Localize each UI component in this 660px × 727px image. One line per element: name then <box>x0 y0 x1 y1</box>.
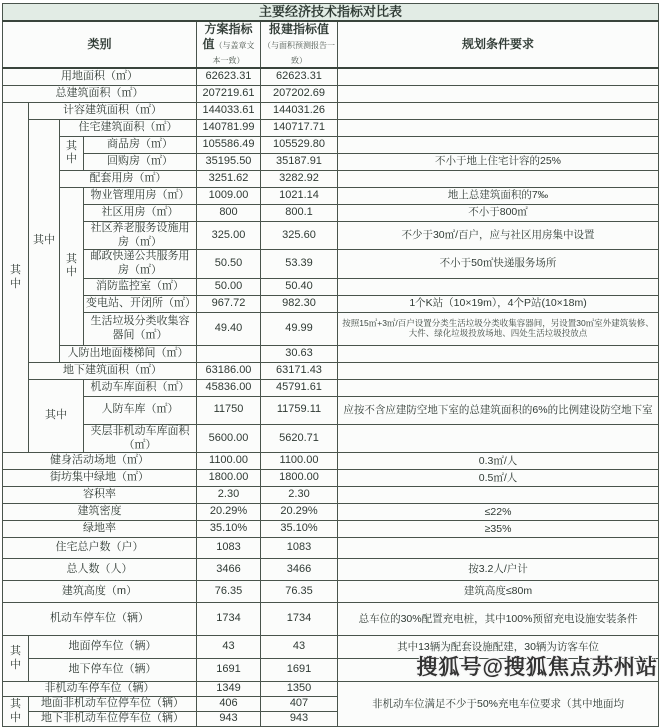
requirement-text: 不小于50㎡快递服务场所 <box>338 250 659 279</box>
table-row <box>3 204 659 221</box>
row-label: 健身活动场地（㎡） <box>3 453 197 470</box>
requirement-text: ≥35% <box>338 521 659 538</box>
table-title: 主要经济技术指标对比表 <box>3 4 659 22</box>
submit-value: 943 <box>261 712 338 727</box>
table-row <box>3 487 659 504</box>
plan-value: 45836.00 <box>197 379 261 396</box>
table-row <box>3 119 659 136</box>
row-label: 非机动车停车位（辆） <box>3 682 197 697</box>
row-label: 地面非机动车位停车位（辆） <box>29 697 197 712</box>
submit-value: 3282.92 <box>261 170 338 187</box>
group-label-b: 其中 <box>29 119 60 362</box>
submit-value: 105529.80 <box>261 136 338 153</box>
requirement-text: 按3.2人/户计 <box>338 559 659 581</box>
submit-value: 1021.14 <box>261 187 338 204</box>
indicator-table <box>2 3 659 727</box>
submit-value: 63171.43 <box>261 362 338 379</box>
submit-value: 76.35 <box>261 581 338 603</box>
row-label: 总建筑面积（㎡） <box>3 85 197 102</box>
group-label-a2: 其中 <box>3 636 29 682</box>
table-row <box>3 559 659 581</box>
plan-value: 62623.31 <box>197 68 261 85</box>
requirement-text: 其中13辆为配套设施配建，30辆为访客车位 <box>338 636 659 659</box>
row-label: 计容建筑面积（㎡） <box>29 102 197 119</box>
plan-value: 140781.99 <box>197 119 261 136</box>
plan-value: 967.72 <box>197 295 261 312</box>
group-label-b2: 其中 <box>29 379 84 453</box>
row-label: 物业管理用房（㎡） <box>84 187 197 204</box>
row-label: 住宅总户数（户） <box>3 538 197 559</box>
row-label: 绿地率 <box>3 521 197 538</box>
header-row <box>3 21 659 68</box>
row-label: 住宅建筑面积（㎡） <box>60 119 197 136</box>
row-label: 商品房（㎡） <box>84 136 197 153</box>
plan-value: 43 <box>197 636 261 659</box>
requirement-text: ≤22% <box>338 504 659 521</box>
table-row <box>3 379 659 396</box>
requirement-text: 不小于地上住宅计容的25% <box>338 153 659 170</box>
requirement-text: 1个K站（10×19m），4个P站(10×18m) <box>338 295 659 312</box>
requirement-text <box>338 487 659 504</box>
submit-value: 1100.00 <box>261 453 338 470</box>
plan-value: 50.00 <box>197 278 261 295</box>
submit-value: 1350 <box>261 682 338 697</box>
requirement-text: 非机动车位满足不少于50%充电车位要求（其中地面均 <box>338 682 659 727</box>
plan-value: 2.30 <box>197 487 261 504</box>
submit-value: 1691 <box>261 659 338 682</box>
plan-value: 63186.00 <box>197 362 261 379</box>
table-row <box>3 470 659 487</box>
row-label: 配套用房（㎡） <box>60 170 197 187</box>
row-label: 机动车停车位（辆） <box>3 603 197 636</box>
table-row <box>3 153 659 170</box>
submit-value: 30.63 <box>261 345 338 362</box>
table-row <box>3 68 659 85</box>
plan-value: 1691 <box>197 659 261 682</box>
page <box>0 3 660 725</box>
table-row <box>3 295 659 312</box>
table-row <box>3 345 659 362</box>
table-row <box>3 581 659 603</box>
table-row <box>3 362 659 379</box>
submit-value: 3466 <box>261 559 338 581</box>
submit-value: 11759.11 <box>261 396 338 424</box>
submit-value: 20.29% <box>261 504 338 521</box>
row-label: 消防监控室（㎡） <box>84 278 197 295</box>
plan-value: 49.40 <box>197 312 261 345</box>
plan-value: 325.00 <box>197 221 261 250</box>
table-row <box>3 603 659 636</box>
row-label: 地下建筑面积（㎡） <box>29 362 197 379</box>
plan-value <box>197 345 261 362</box>
plan-value: 105586.49 <box>197 136 261 153</box>
table-row <box>3 312 659 345</box>
plan-value: 3466 <box>197 559 261 581</box>
table-row <box>3 538 659 559</box>
submit-value: 207202.69 <box>261 85 338 102</box>
requirement-text: 按照15㎡+3㎡/百户设置分类生活垃圾分类收集容器间，另设置30㎡室外建筑装修、大件、绿化垃圾投放场地、四处生活垃圾投放点 <box>338 312 659 345</box>
submit-value: 49.99 <box>261 312 338 345</box>
row-label: 建筑密度 <box>3 504 197 521</box>
requirement-text: 0.3㎡/人 <box>338 453 659 470</box>
table-row <box>3 453 659 470</box>
requirement-text: 应按不含应建防空地下室的总建筑面积的6%的比例建设防空地下室 <box>338 396 659 424</box>
plan-value: 35.10% <box>197 521 261 538</box>
submit-value: 325.60 <box>261 221 338 250</box>
table-row <box>3 278 659 295</box>
plan-value: 406 <box>197 697 261 712</box>
table-row <box>3 682 659 697</box>
requirement-text <box>338 379 659 396</box>
row-label: 变电站、开闭所（㎡） <box>84 295 197 312</box>
header-submit-note: （与面积预测报告一致） <box>263 41 335 66</box>
requirement-text: 0.5㎡/人 <box>338 470 659 487</box>
submit-value: 140717.71 <box>261 119 338 136</box>
submit-value: 5620.71 <box>261 424 338 453</box>
table-row <box>3 396 659 424</box>
header-category: 类别 <box>3 21 197 68</box>
table-title-row <box>3 4 659 22</box>
submit-value: 800.1 <box>261 204 338 221</box>
row-label: 地下非机动车位停车位（辆） <box>29 712 197 727</box>
row-label: 机动车库面积（㎡） <box>84 379 197 396</box>
submit-value: 1800.00 <box>261 470 338 487</box>
table-row <box>3 170 659 187</box>
header-plan: 方案指标值（与盖章文本一致） <box>197 21 261 68</box>
requirement-text <box>338 68 659 85</box>
requirement-text <box>338 102 659 119</box>
row-label: 夹层非机动车库面积（㎡） <box>84 424 197 453</box>
submit-value: 35.10% <box>261 521 338 538</box>
submit-value: 2.30 <box>261 487 338 504</box>
submit-value: 35187.91 <box>261 153 338 170</box>
submit-value: 1734 <box>261 603 338 636</box>
table-row <box>3 102 659 119</box>
table-row <box>3 221 659 250</box>
submit-value: 43 <box>261 636 338 659</box>
requirement-text <box>338 278 659 295</box>
requirement-text <box>338 424 659 453</box>
requirement-text <box>338 119 659 136</box>
requirement-text <box>338 85 659 102</box>
table-row <box>3 521 659 538</box>
row-label: 邮政快递公共服务用房（㎡） <box>84 250 197 279</box>
submit-value: 1083 <box>261 538 338 559</box>
row-label: 街坊集中绿地（㎡） <box>3 470 197 487</box>
header-requirement: 规划条件要求 <box>338 21 659 68</box>
row-label: 生活垃圾分类收集容器间（㎡） <box>84 312 197 345</box>
plan-value: 1349 <box>197 682 261 697</box>
row-label: 建筑高度（m） <box>3 581 197 603</box>
table-row <box>3 187 659 204</box>
submit-value: 144031.26 <box>261 102 338 119</box>
requirement-text: 总车位的30%配置充电桩，其中100%预留充电设施安装条件 <box>338 603 659 636</box>
plan-value: 144033.61 <box>197 102 261 119</box>
plan-value: 20.29% <box>197 504 261 521</box>
plan-value: 1083 <box>197 538 261 559</box>
row-label: 人防车库（㎡） <box>84 396 197 424</box>
row-label: 人防出地面楼梯间（㎡） <box>60 345 197 362</box>
plan-value: 5600.00 <box>197 424 261 453</box>
requirement-text: 不小于800㎡ <box>338 204 659 221</box>
row-label: 总人数（人） <box>3 559 197 581</box>
plan-value: 50.50 <box>197 250 261 279</box>
plan-value: 35195.50 <box>197 153 261 170</box>
plan-value: 1100.00 <box>197 453 261 470</box>
submit-value: 45791.61 <box>261 379 338 396</box>
group-label-c2: 其中 <box>60 187 84 345</box>
plan-value: 3251.62 <box>197 170 261 187</box>
row-label: 地下停车位（辆） <box>29 659 197 682</box>
plan-value: 943 <box>197 712 261 727</box>
row-label: 容积率 <box>3 487 197 504</box>
plan-value: 76.35 <box>197 581 261 603</box>
requirement-text: 地上总建筑面积的7‰ <box>338 187 659 204</box>
plan-value: 11750 <box>197 396 261 424</box>
group-label-c1: 其中 <box>60 136 84 170</box>
group-label-a3: 其中 <box>3 697 29 727</box>
row-label: 社区用房（㎡） <box>84 204 197 221</box>
requirement-text <box>338 345 659 362</box>
plan-value: 800 <box>197 204 261 221</box>
submit-value: 982.30 <box>261 295 338 312</box>
table-row <box>3 85 659 102</box>
submit-value: 53.39 <box>261 250 338 279</box>
requirement-text <box>338 170 659 187</box>
requirement-text: 不少于30㎡/百户，应与社区用房集中设置 <box>338 221 659 250</box>
requirement-text <box>338 538 659 559</box>
requirement-text <box>338 136 659 153</box>
submit-value: 50.40 <box>261 278 338 295</box>
row-label: 社区养老服务设施用房（㎡） <box>84 221 197 250</box>
plan-value: 207219.61 <box>197 85 261 102</box>
row-label: 回购房（㎡） <box>84 153 197 170</box>
table-row <box>3 136 659 153</box>
submit-value: 62623.31 <box>261 68 338 85</box>
header-plan-note: （与盖章文本一致） <box>212 41 255 66</box>
header-submit: 报建指标值（与面积预测报告一致） <box>261 21 338 68</box>
plan-value: 1800.00 <box>197 470 261 487</box>
requirement-text: 建筑高度≤80m <box>338 581 659 603</box>
plan-value: 1734 <box>197 603 261 636</box>
table-row <box>3 504 659 521</box>
submit-value: 407 <box>261 697 338 712</box>
group-label-a: 其中 <box>3 102 29 453</box>
watermark-text: 搜狐号@搜狐焦点苏州站 <box>416 656 658 679</box>
table-row <box>3 424 659 453</box>
requirement-text <box>338 362 659 379</box>
row-label: 地面停车位（辆） <box>29 636 197 659</box>
row-label: 用地面积（㎡） <box>3 68 197 85</box>
plan-value: 1009.00 <box>197 187 261 204</box>
table-row <box>3 250 659 279</box>
